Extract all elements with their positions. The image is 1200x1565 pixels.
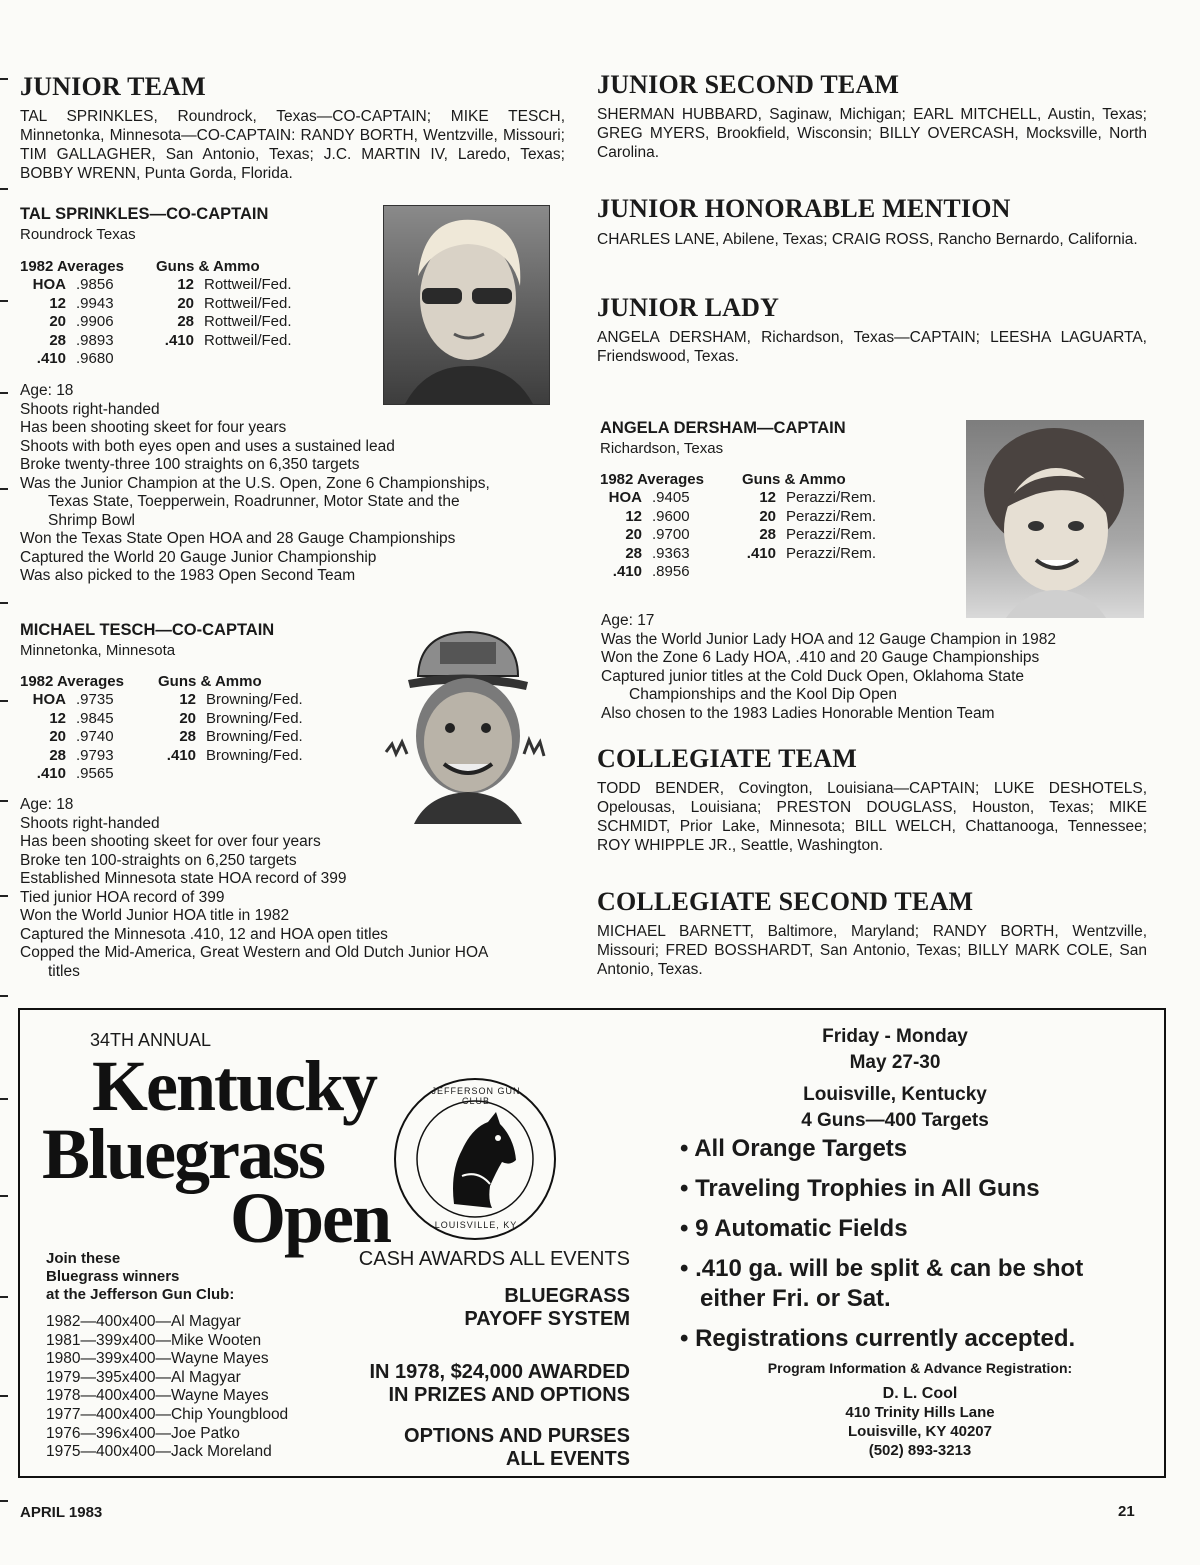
fact-line: Shrimp Bowl — [48, 511, 135, 529]
junior-second-roster: SHERMAN HUBBARD, Saginaw, Michigan; EARL MITCHELL, Austin, Texas; GREG MYERS, Brookfield, Wisconsin; BILLY OVERCASH, Mocksville, North Carolina. — [597, 106, 1147, 161]
gauge-label: 28 — [759, 526, 776, 543]
ad-title-kentucky: Kentucky — [92, 1046, 377, 1126]
gauge-label: 28 — [625, 544, 642, 562]
fact-line: Championships and the Kool Dip Open — [629, 686, 897, 703]
bullet-item: • 9 Automatic Fields — [680, 1215, 908, 1242]
gauge-label: .410 — [36, 350, 66, 367]
gauge-label: HOA — [32, 276, 66, 293]
portrait-icon — [966, 420, 1144, 618]
dersham-photo — [966, 420, 1144, 618]
winner-line: 1981—399x400—Mike Wooten — [46, 1331, 262, 1349]
margin-tick — [0, 1500, 8, 1502]
collegiate-second-heading: COLLEGIATE SECOND TEAM — [597, 887, 974, 916]
ad-awarded-2: IN PRIZES AND OPTIONS — [388, 1384, 630, 1406]
fact-line: titles — [48, 962, 80, 980]
gauge-label: 20 — [49, 313, 66, 330]
junior-hm-heading: JUNIOR HONORABLE MENTION — [597, 194, 1011, 223]
fact-line: Captured the Minnesota .410, 12 and HOA open titles — [20, 925, 388, 943]
bullet-item: • Registrations currently accepted. — [680, 1325, 1076, 1352]
fact-line: Age: 18 — [20, 382, 74, 399]
margin-tick — [0, 300, 8, 302]
averages-header: 1982 Averages — [600, 471, 704, 488]
averages-header: 1982 Averages — [20, 673, 124, 690]
bullet-text: All Orange Targets — [694, 1135, 908, 1162]
gun-ammo: Perazzi/Rem. — [786, 544, 877, 562]
tesch-guns-table — [158, 672, 303, 765]
average-value: .9735 — [76, 691, 114, 708]
tesch-averages-table — [20, 672, 124, 784]
ad-options-1: OPTIONS AND PURSES — [404, 1425, 630, 1447]
average-value: .9793 — [76, 746, 114, 764]
fact-line: Copped the Mid-America, Great Western and Old Dutch Junior HOA — [20, 944, 489, 961]
fact-line: Captured the World 20 Gauge Junior Championship — [20, 548, 377, 566]
join-line: Join these — [46, 1250, 121, 1267]
ad-bullets — [680, 1134, 1160, 1354]
average-value: .9600 — [652, 507, 690, 525]
bullet-item-continued: either Fri. or Sat. — [700, 1285, 891, 1312]
fact-line: Won the World Junior HOA title in 1982 — [20, 907, 290, 924]
fact-line: Age: 17 — [601, 612, 655, 629]
average-value: .9363 — [652, 544, 690, 562]
gauge-label: .410 — [164, 331, 194, 349]
gauge-label: HOA — [608, 489, 642, 506]
average-value: .9845 — [76, 709, 114, 727]
gauge-label: 12 — [759, 489, 776, 506]
bullet-item: • All Orange Targets — [680, 1135, 908, 1162]
winner-line: 1979—395x400—Al Magyar — [46, 1368, 241, 1386]
guns-header: Guns & Ammo — [158, 673, 262, 690]
page-number: 21 — [1118, 1503, 1135, 1520]
winner-line: 1978—400x400—Wayne Mayes — [46, 1387, 269, 1405]
fact-line: Was also picked to the 1983 Open Second Team — [20, 567, 356, 584]
gauge-label: 28 — [179, 728, 196, 745]
fact-line: Age: 18 — [20, 796, 74, 813]
ad-payoff-2: PAYOFF SYSTEM — [464, 1308, 630, 1330]
portrait-icon — [378, 624, 558, 824]
gun-ammo: Rottweil/Fed. — [204, 294, 292, 312]
sprinkles-photo — [383, 205, 550, 405]
margin-tick — [0, 602, 8, 604]
gun-ammo: Rottweil/Fed. — [204, 313, 292, 330]
sprinkles-averages-table — [20, 257, 124, 369]
margin-tick — [0, 1296, 8, 1298]
ad-join-text — [46, 1250, 234, 1304]
fact-line: Texas State, Toepperwein, Roadrunner, Motor State and the — [48, 493, 460, 510]
gauge-label: 12 — [177, 276, 194, 293]
gauge-label: 12 — [49, 709, 66, 727]
dersham-location: Richardson, Texas — [600, 440, 724, 457]
collegiate-roster: TODD BENDER, Covington, Louisiana—CAPTAIN; LUKE DESHOTELS, Opelousas, Louisiana; PRESTON DOUGLASS, Houston, Texas; MIKE SCHMIDT, Prior Lake, Minnesota; BILL WELCH, Chattanooga, Tennessee; ROY WHIPPLE JR., Seattle, Washington. — [597, 780, 1147, 854]
dersham-name: ANGELA DERSHAM—CAPTAIN — [600, 419, 846, 437]
fact-line: Captured junior titles at the Cold Duck Open, Oklahoma State — [601, 667, 1025, 685]
margin-tick — [0, 1195, 8, 1197]
gauge-label: 20 — [49, 728, 66, 745]
winner-line: 1975—400x400—Jack Moreland — [46, 1443, 272, 1461]
margin-tick — [0, 800, 8, 802]
fact-line: Has been shooting skeet for four years — [20, 419, 287, 436]
bullet-text: Registrations currently accepted. — [695, 1325, 1076, 1352]
logo-bottom-text: LOUISVILLE, KY — [434, 1220, 518, 1230]
sprinkles-name: TAL SPRINKLES—CO-CAPTAIN — [20, 205, 269, 223]
tesch-photo — [378, 624, 558, 824]
gun-ammo: Perazzi/Rem. — [786, 526, 877, 543]
bullet-item: • Traveling Trophies in All Guns — [680, 1175, 1040, 1202]
gauge-label: 28 — [49, 331, 66, 349]
ad-options-2: ALL EVENTS — [505, 1448, 630, 1470]
winner-line: 1977—400x400—Chip Youngblood — [46, 1405, 289, 1423]
ad-place-city: Louisville, Kentucky — [803, 1084, 987, 1105]
fact-line: Shoots with both eyes open and uses a sustained lead — [20, 437, 395, 455]
junior-lady-heading: JUNIOR LADY — [597, 293, 780, 322]
guns-header: Guns & Ammo — [742, 471, 846, 488]
junior-lady-roster: ANGELA DERSHAM, Richardson, Texas—CAPTAIN; LEESHA LAGUARTA, Friendswood, Texas. — [597, 329, 1147, 365]
contact-line: Louisville, KY 40207 — [848, 1423, 992, 1440]
ad-dates-days: Friday - Monday — [822, 1026, 968, 1047]
gauge-label: 12 — [179, 691, 196, 708]
ad-cash: CASH AWARDS ALL EVENTS — [358, 1248, 630, 1270]
gun-ammo: Rottweil/Fed. — [204, 331, 292, 349]
contact-line: (502) 893-3213 — [868, 1442, 972, 1459]
bullet-item: • .410 ga. will be split & can be shot — [680, 1255, 1084, 1282]
bullet-text: .410 ga. will be split & can be shot — [695, 1255, 1084, 1282]
average-value: .9405 — [652, 489, 690, 506]
fact-line: Has been shooting skeet for over four years — [20, 833, 321, 850]
dersham-facts — [601, 612, 1161, 723]
gauge-label: 20 — [179, 709, 196, 727]
winner-line: 1980—399x400—Wayne Mayes — [46, 1350, 269, 1368]
fact-line: Won the Zone 6 Lady HOA, .410 and 20 Gauge Championships — [601, 649, 1040, 666]
fact-line: Tied junior HOA record of 399 — [20, 888, 225, 906]
gun-ammo: Rottweil/Fed. — [204, 276, 292, 293]
margin-tick — [0, 700, 8, 702]
contact-line: 410 Trinity Hills Lane — [845, 1404, 995, 1421]
average-value: .9893 — [76, 331, 114, 349]
bullet-text: 9 Automatic Fields — [695, 1215, 908, 1242]
winner-line: 1982—400x400—Al Magyar — [46, 1313, 241, 1330]
fact-line: Won the Texas State Open HOA and 28 Gauge Championships — [20, 530, 456, 547]
average-value: .9856 — [76, 276, 114, 293]
margin-tick — [0, 488, 8, 490]
gauge-label: 20 — [177, 294, 194, 312]
join-line: Bluegrass winners — [46, 1268, 180, 1285]
ad-title-open: Open — [230, 1178, 391, 1258]
tesch-name: MICHAEL TESCH—CO-CAPTAIN — [20, 621, 275, 639]
advertisement-box — [18, 1008, 1166, 1478]
ad-winners-list — [46, 1313, 288, 1462]
averages-header: 1982 Averages — [20, 258, 124, 275]
guns-header: Guns & Ammo — [156, 258, 260, 275]
fact-line: Broke twenty-three 100 straights on 6,350 targets — [20, 456, 360, 473]
junior-team-roster: TAL SPRINKLES, Roundrock, Texas—CO-CAPTAIN; MIKE TESCH, Minnetonka, Minnesota—CO-CAPTAIN: RANDY BORTH, Wentzville, Missouri; TIM GALLAGHER, San Antonio, Texas; J.C. MARTIN IV, Laredo, Texas; BOBBY WRENN, Punta Gorda, Florida. — [20, 108, 565, 182]
average-value: .9740 — [76, 728, 114, 745]
collegiate-second-roster: MICHAEL BARNETT, Baltimore, Maryland; RANDY BORTH, Wentzville, Missouri; FRED BOSSHARDT, San Antonio, Texas; BILLY MARK COLE, San Antonio, Texas. — [597, 923, 1147, 978]
dersham-averages-table — [600, 470, 704, 582]
gauge-label: 28 — [49, 746, 66, 764]
junior-team-heading: JUNIOR TEAM — [20, 72, 206, 101]
gun-ammo: Browning/Fed. — [206, 728, 303, 745]
margin-tick — [0, 78, 8, 80]
gauge-label: .410 — [746, 544, 776, 562]
sprinkles-facts — [20, 382, 580, 586]
gun-ammo: Perazzi/Rem. — [786, 507, 877, 525]
margin-tick — [0, 1098, 8, 1100]
junior-hm-roster: CHARLES LANE, Abilene, Texas; CRAIG ROSS, Rancho Bernardo, California. — [597, 231, 1138, 248]
margin-tick — [0, 188, 8, 190]
ad-annual: 34TH ANNUAL — [90, 1030, 212, 1050]
ad-program: Program Information & Advance Registration: — [767, 1360, 1073, 1376]
ad-dates-range: May 27-30 — [849, 1052, 941, 1073]
tesch-location: Minnetonka, Minnesota — [20, 642, 176, 659]
average-value: .9680 — [76, 350, 114, 367]
gun-club-logo — [392, 1076, 558, 1242]
margin-tick — [0, 392, 8, 394]
collegiate-heading: COLLEGIATE TEAM — [597, 744, 857, 773]
tesch-facts — [20, 796, 580, 981]
fact-line: Shoots right-handed — [20, 814, 160, 832]
gauge-label: 20 — [759, 507, 776, 525]
dersham-guns-table — [742, 470, 876, 563]
fact-line: Was the World Junior Lady HOA and 12 Gauge Champion in 1982 — [601, 630, 1056, 648]
junior-second-heading: JUNIOR SECOND TEAM — [597, 70, 900, 99]
gauge-label: 20 — [625, 526, 642, 543]
gauge-label: .410 — [36, 765, 66, 782]
average-value: .9700 — [652, 526, 690, 543]
gauge-label: 12 — [625, 507, 642, 525]
gun-ammo: Browning/Fed. — [206, 691, 303, 708]
ad-place-guns: 4 Guns—400 Targets — [801, 1110, 989, 1131]
average-value: .9906 — [76, 313, 114, 330]
ad-payoff-1: BLUEGRASS — [504, 1285, 630, 1307]
gauge-label: 28 — [177, 313, 194, 330]
join-line: at the Jefferson Gun Club: — [46, 1286, 235, 1303]
gauge-label: .410 — [166, 746, 196, 764]
fact-line: Also chosen to the 1983 Ladies Honorable Mention Team — [601, 704, 995, 722]
average-value: .8956 — [652, 563, 690, 580]
contact-line: D. L. Cool — [882, 1385, 958, 1402]
logo-top-text: JEFFERSON GUN CLUB — [431, 1086, 521, 1106]
gauge-label: HOA — [32, 691, 66, 708]
average-value: .9943 — [76, 294, 114, 312]
margin-tick — [0, 995, 8, 997]
ad-contact — [740, 1384, 1100, 1460]
margin-tick — [0, 1395, 8, 1397]
fact-line: Established Minnesota state HOA record of 399 — [20, 870, 347, 887]
sprinkles-location: Roundrock Texas — [20, 226, 136, 243]
margin-tick — [0, 895, 8, 897]
sprinkles-guns-table — [156, 257, 292, 350]
footer-date: APRIL 1983 — [20, 1504, 103, 1521]
ad-awarded-1: IN 1978, $24,000 AWARDED — [369, 1361, 630, 1383]
average-value: .9565 — [76, 765, 114, 782]
bullet-text: Traveling Trophies in All Guns — [695, 1175, 1040, 1202]
gun-ammo: Browning/Fed. — [206, 746, 303, 764]
fact-line: Shoots right-handed — [20, 400, 160, 418]
gauge-label: .410 — [612, 563, 642, 580]
gauge-label: 12 — [49, 294, 66, 312]
ad-title-bluegrass: Bluegrass — [42, 1114, 325, 1194]
ad-center-column — [320, 1248, 630, 1471]
winner-line: 1976—396x400—Joe Patko — [46, 1424, 240, 1442]
fact-line: Broke ten 100-straights on 6,250 targets — [20, 851, 297, 869]
ad-dates — [740, 1024, 1050, 1134]
portrait-icon — [384, 206, 550, 405]
gun-ammo: Perazzi/Rem. — [786, 489, 877, 506]
fact-line: Was the Junior Champion at the U.S. Open, Zone 6 Championships, — [20, 474, 490, 492]
gun-ammo: Browning/Fed. — [206, 709, 303, 727]
